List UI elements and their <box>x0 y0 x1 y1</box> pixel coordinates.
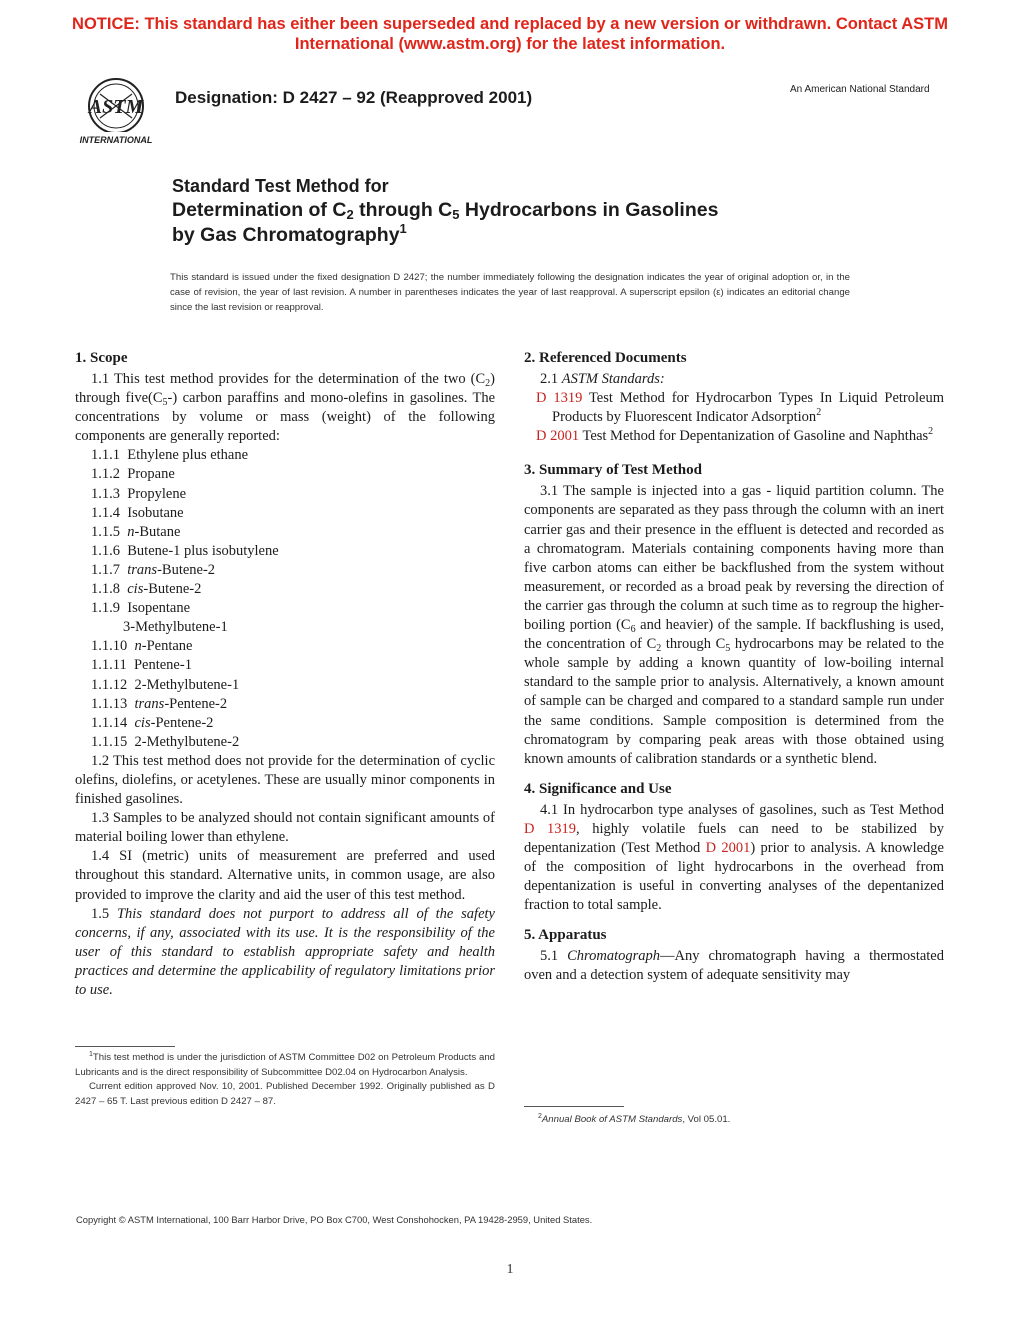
section-heading-summary: 3. Summary of Test Method <box>524 462 702 479</box>
scope-paragraph-1-2: 1.2 This test method does not provide for the determination of cyclic olefins, diolefins, or acetylenes. These are usually minor components in finished gasolines. <box>75 752 495 808</box>
footnote-1-text: $^1$This test method is under the jurisdiction of ASTM Committee D02 on Petroleum Products and Lubricants and is the direct responsibility of Subcommittee D02.04 on Hydrocarbon Analysis. <box>75 1051 495 1078</box>
list-item: 1.1.4 Isobutane <box>91 504 184 521</box>
summary-paragraph-3-1: 3.1 The sample is injected into a gas - liquid partition column. The components are separated as they pass through the column with an inert carrier gas and their presence in the effluent is detected and recorded as a chromatogram. Materials containing components having more than five carbon atoms can either be backflushed from the system without measurement, or recorded as a broad peak by reversing the direction of the carrier gas through the column at such time as to regroup the higher-boiling portion ($C_6$ and heavier) of the sample. If backflushing is used, the concentration of $C_2$ through $C_5$ hydrocarbons may be related to the whole sample by adding a known quantity of low-boiling internal standard to the sample prior to analysis. Alternatively, a known amount of sample can be charged and compared to a standard sample run under the same conditions. Sample composition is determined from the chromatogram by comparing peak areas with those obtained using known amounts of calibration standards or a synthetic blend. <box>524 483 944 767</box>
astm-logo-icon <box>70 76 162 150</box>
astm-logo <box>70 76 162 150</box>
logo-subtext: INTERNATIONAL <box>79 135 153 145</box>
footnote-1-edition: Current edition approved Nov. 10, 2001. Published December 1992. Originally published as D 2427 – 65 T. Last previous edition D 2427 – 87. <box>75 1081 495 1107</box>
footnote-divider <box>75 1046 175 1047</box>
list-item: 1.1.3 Propylene <box>91 485 187 502</box>
list-item: 1.1.9 Isopentane <box>91 600 191 617</box>
component-list <box>75 446 495 752</box>
document-title <box>172 174 718 248</box>
list-item: 1.1.10 n-Pentane <box>91 638 193 655</box>
section-heading-scope: 1. Scope <box>75 350 128 366</box>
link-d1319[interactable]: D 1319 <box>536 390 583 407</box>
scope-paragraph-1-1: 1.1 This test method provides for the determination of the two $(C_2)$ through $five(C_5-)$ carbon paraffins and mono-olefins in gasolines. The concentrations by volume or mass (weight) of the following components are generally reported: <box>75 371 496 445</box>
list-item: 1.1.15 2-Methylbutene-2 <box>91 733 240 750</box>
list-item: 1.1.13 trans-Pentene-2 <box>91 695 228 712</box>
page-number: 1 <box>506 1262 514 1277</box>
withdrawal-notice <box>40 14 980 54</box>
footnote-2 <box>524 1106 944 1128</box>
left-column <box>75 346 495 1000</box>
link-d1319[interactable]: D 1319 <box>524 820 577 837</box>
list-item: 1.1.2 Propane <box>91 466 175 483</box>
reference-d1319: D 1319 Test Method for Hydrocarbon Types In Liquid Petroleum Products by Fluorescent Indicator Adsorption$^2$ <box>536 390 944 426</box>
list-item: 1.1.7 trans-Butene-2 <box>91 561 216 578</box>
logo-text: ASTM <box>88 96 144 118</box>
issuance-note: This standard is issued under the fixed designation D 2427; the number immediately following the designation indicates the year of original adoption or, in the case of revision, the year of last revision. A number in parentheses indicates the year of last reapproval. A superscript epsilon (ε) indicates an editorial change since the last revision or reapproval. <box>170 272 850 313</box>
list-item-continuation: 3-Methylbutene-1 <box>123 619 228 636</box>
scope-paragraph-1-5: 1.5 This standard does not purport to address all of the safety concerns, if any, associated with its use. It is the responsibility of the user of this standard to establish appropriate safety and health practices and determine the applicability of regulatory limitations prior to use. <box>75 905 495 998</box>
scope-paragraph-1-3: 1.3 Samples to be analyzed should not contain significant amounts of material boiling lower than ethylene. <box>75 810 495 846</box>
notice-line-2: International (www.astm.org) for the latest information. <box>294 35 726 53</box>
refs-paragraph-2-1: 2.1 ASTM Standards: <box>540 371 665 387</box>
list-item: 1.1.12 2-Methylbutene-1 <box>91 676 240 693</box>
footnote-1 <box>75 1046 495 1109</box>
title-line-2: Determination of $C_2$ through $C_5$ Hydrocarbons in Gasolines <box>172 199 719 222</box>
significance-paragraph-4-1: 4.1 In hydrocarbon type analyses of gasolines, such as Test Method D 1319, highly volatile fuels can need to be stabilized by depentanization (Test Method D 2001) prior to analysis. A knowledge of the composition of light hydrocarbons in the overhead from depentanization is useful in converting analyses of the depentanized fraction to total sample. <box>524 801 944 914</box>
notice-line-1: NOTICE: This standard has either been superseded and replaced by a new version or withdrawn. Contact ASTM <box>72 15 948 33</box>
list-item: 1.1.11 Pentene-1 <box>91 657 192 674</box>
american-national-standard-label: An American National Standard <box>790 84 930 95</box>
section-heading-referenced-documents: 2. Referenced Documents <box>524 350 687 366</box>
title-line-3: by Gas Chromatography$^1$ <box>172 221 407 246</box>
footnote-divider <box>524 1106 624 1107</box>
link-d2001[interactable]: D 2001 <box>536 428 580 445</box>
section-heading-apparatus: 5. Apparatus <box>524 927 607 944</box>
designation: Designation: D 2427 – 92 (Reapproved 2001) <box>175 88 533 107</box>
list-item: 1.1.1 Ethylene plus ethane <box>91 447 249 464</box>
right-column <box>524 346 944 986</box>
link-d2001[interactable]: D 2001 <box>705 839 751 856</box>
list-item: 1.1.6 Butene-1 plus isobutylene <box>91 542 279 559</box>
copyright-line: Copyright © ASTM International, 100 Barr Harbor Drive, PO Box C700, West Conshohocken, PA 19428-2959, United States. <box>76 1214 593 1225</box>
scope-paragraph-1-4: 1.4 SI (metric) units of measurement are preferred and used throughout this standard. Alternative units, in common usage, are also provided to improve the clarity and aid the user of this test method. <box>75 848 495 903</box>
list-item: 1.1.14 cis-Pentene-2 <box>91 714 214 731</box>
apparatus-paragraph-5-1: 5.1 Chromatograph—Any chromatograph having a thermostated oven and a detection system of adequate sensitivity may <box>524 948 944 984</box>
list-item: 1.1.8 cis-Butene-2 <box>91 581 202 598</box>
list-item: 1.1.5 n-Butane <box>91 523 181 540</box>
reference-d2001: D 2001 Test Method for Depentanization of Gasoline and Naphthas$^2$ <box>536 426 934 445</box>
title-line-1: Standard Test Method for <box>172 176 389 196</box>
section-heading-significance: 4. Significance and Use <box>524 780 672 797</box>
footnote-2-text: $^2$Annual Book of ASTM Standards, Vol 05.01. <box>538 1113 731 1125</box>
